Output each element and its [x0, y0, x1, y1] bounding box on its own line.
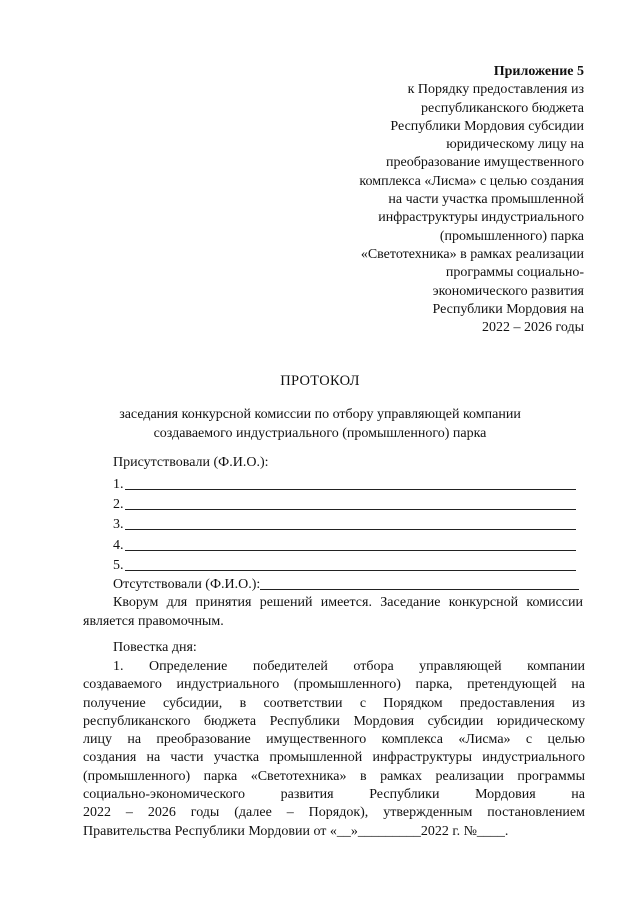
attendee-number: 3.: [113, 517, 124, 532]
agenda-line: социально-экономического развития Республики Мордовия на: [83, 787, 585, 803]
appendix-line: на части участка промышленной: [388, 192, 584, 208]
absent-line: [113, 575, 579, 593]
appendix-line: Республики Мордовия субсидии: [390, 118, 584, 134]
attendee-blank-field: [125, 570, 577, 571]
appendix-line: преобразование имущественного: [386, 155, 584, 171]
subtitle-line: создаваемого индустриального (промышленного) парка: [153, 425, 487, 441]
appendix-title: Приложение 5: [493, 64, 584, 79]
attendee-blank-field: [125, 529, 577, 530]
attendee-blank-field: [125, 550, 577, 551]
agenda-line: Правительства Республики Мордовии от «__»_________2022 г. №____.: [83, 823, 509, 839]
appendix-line: 2022 – 2026 годы: [481, 320, 584, 336]
appendix-line: программы социально-: [445, 265, 584, 281]
appendix-block: [284, 63, 584, 337]
document-subtitle: [0, 406, 640, 443]
agenda-line: лицу на преобразование имущественного комплекса «Лисма» с целью: [83, 732, 585, 748]
appendix-line: юридическому лицу на: [446, 137, 584, 153]
attendee-line: [113, 536, 576, 554]
agenda-item-1: [83, 658, 585, 841]
appendix-line: инфраструктуры индустриального: [378, 210, 584, 226]
appendix-line: республиканского бюджета: [420, 100, 584, 116]
agenda-line: 2022 – 2026 годы (далее – Порядок), утвержденным постановлением: [83, 805, 585, 821]
attendee-line: [113, 556, 576, 574]
absent-blank-field: [260, 589, 579, 590]
present-label: Присутствовали (Ф.И.О.):: [113, 455, 269, 470]
appendix-line: «Светотехника» в рамках реализации: [360, 246, 584, 262]
agenda-line: получение субсидии, в соответствии с Порядком предоставления из: [83, 695, 585, 711]
attendee-line: [113, 495, 576, 513]
attendee-line: [113, 515, 576, 533]
attendee-line: [113, 475, 576, 493]
appendix-line: к Порядку предоставления из: [407, 82, 584, 98]
attendee-number: 2.: [113, 497, 124, 512]
agenda-title: Повестка дня:: [113, 640, 197, 655]
attendee-blank-field: [125, 489, 577, 490]
appendix-line: комплекса «Лисма» с целью создания: [359, 173, 584, 189]
quorum-paragraph: Кворум для принятия решений имеется. Заседание конкурсной комиссии является правомочным.: [83, 595, 583, 629]
attendee-number: 1.: [113, 477, 124, 492]
attendee-number: 4.: [113, 538, 124, 553]
attendee-number: 5.: [113, 558, 124, 573]
agenda-line: (промышленного) парка «Светотехника» в рамках реализации программы: [83, 768, 585, 784]
absent-label: Отсутствовали (Ф.И.О.):: [113, 577, 261, 592]
appendix-line: (промышленного) парка: [439, 228, 584, 244]
agenda-line: создания на части участка промышленной инфраструктуры индустриального: [83, 750, 585, 766]
agenda-line: 1. Определение победителей отбора управляющей компании: [113, 659, 585, 674]
agenda-line: республиканского бюджета Республики Мордовия субсидии юридическому: [83, 713, 585, 729]
document-title: ПРОТОКОЛ: [280, 373, 360, 389]
agenda-line: создаваемого индустриального (промышленного) парка, претендующей на: [83, 677, 585, 693]
appendix-line: экономического развития: [432, 283, 584, 299]
appendix-line: Республики Мордовия на: [432, 301, 584, 317]
subtitle-line: заседания конкурсной комиссии по отбору управляющей компании: [119, 407, 521, 422]
attendee-blank-field: [125, 509, 577, 510]
